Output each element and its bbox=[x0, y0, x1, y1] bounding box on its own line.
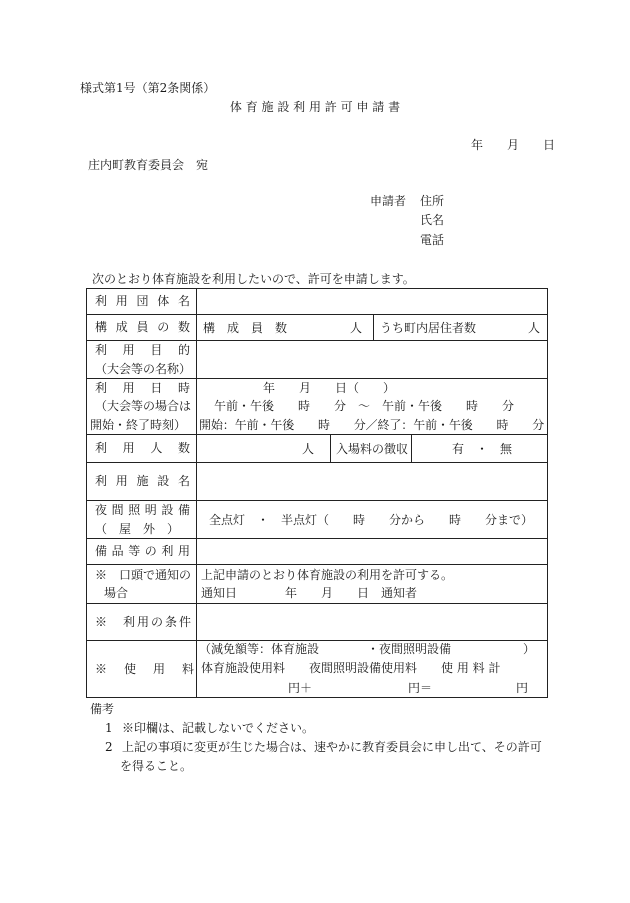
members-resident-label: うち町内居住者数 bbox=[380, 320, 477, 335]
facility-label-text: 利 用 施 設 名 bbox=[95, 474, 190, 489]
form-number: 様式第1号（第2条関係） bbox=[80, 81, 216, 95]
lighting-field bbox=[197, 501, 547, 538]
group-name-field bbox=[197, 289, 547, 314]
row-lighting bbox=[87, 500, 547, 538]
row-attendance bbox=[87, 434, 547, 462]
permission-statement: 上記申請のとおり体育施設の利用を許可する。 bbox=[201, 568, 454, 582]
lighting-label-line-1: 夜 間 照 明 設 備 bbox=[95, 503, 190, 517]
row-purpose bbox=[87, 340, 547, 378]
facility-label bbox=[87, 463, 197, 500]
purpose-label-line-1: 利 用 目 的 bbox=[95, 343, 190, 357]
attendance-unit: 人 bbox=[302, 441, 315, 456]
admission-fee-options: 有 ・ 無 bbox=[452, 441, 513, 456]
datetime-time-line: 午前・午後 時 分 ～ 午前・午後 時 分 bbox=[214, 399, 515, 414]
addressee: 庄内町教育委員会 宛 bbox=[88, 158, 209, 172]
verbal-notice-label-line-1: ※ 口頭で通知の bbox=[95, 567, 192, 582]
admission-fee-label: 入場料の徴収 bbox=[336, 441, 409, 456]
lighting-options: 全点灯 ・ 半点灯（ 時 分から 時 分まで） bbox=[209, 512, 534, 527]
notes-heading: 備考 bbox=[90, 702, 115, 716]
verbal-notice-label bbox=[87, 565, 197, 603]
group-name-label-text: 利 用 団 体 名 bbox=[95, 294, 190, 309]
row-verbal-notice bbox=[87, 564, 547, 603]
address-label: 住所 bbox=[420, 194, 445, 208]
fee-calculation-line: 円＋ 円＝ 円 bbox=[288, 680, 529, 695]
equipment-label bbox=[87, 539, 197, 564]
purpose-label bbox=[87, 341, 197, 378]
fee-label-text: ※ 使 用 料 bbox=[95, 661, 197, 676]
row-conditions bbox=[87, 603, 547, 640]
members-total-label: 構 成 員 数 bbox=[203, 320, 288, 335]
members-total-unit: 人 bbox=[350, 320, 363, 335]
fee-lines bbox=[197, 641, 547, 697]
note-2-text: 上記の事項に変更が生じた場合は、速やかに教育委員会に申し出て、その許可 bbox=[122, 740, 542, 754]
lighting-label bbox=[87, 501, 197, 538]
application-table bbox=[86, 288, 548, 698]
datetime-date-line: 年 月 日（ ） bbox=[263, 380, 396, 395]
applicant-label: 申請者 bbox=[370, 194, 407, 208]
row-equipment bbox=[87, 538, 547, 564]
row-datetime bbox=[87, 378, 547, 434]
verbal-notice-lines bbox=[197, 565, 547, 603]
verbal-notice-label-line-2: 場合 bbox=[104, 586, 129, 600]
name-label: 氏名 bbox=[420, 213, 445, 227]
datetime-start-end-line: 開始：午前・午後 時 分／終了：午前・午後 時 分 bbox=[199, 417, 545, 432]
datetime-label-line-1: 利 用 日 時 bbox=[95, 380, 190, 395]
datetime-label bbox=[87, 379, 197, 434]
conditions-label bbox=[87, 604, 197, 640]
intro-text: 次のとおり体育施設を利用したいので、許可を申請します。 bbox=[92, 272, 415, 286]
attendance-field bbox=[197, 435, 547, 462]
purpose-field bbox=[197, 341, 547, 378]
attendance-label bbox=[87, 435, 197, 462]
attendance-divider-2 bbox=[411, 435, 412, 462]
notice-date-line: 通知日 年 月 日 通知者 bbox=[201, 586, 418, 600]
members-label-text: 構 成 員 の 数 bbox=[95, 320, 190, 335]
attendance-divider-1 bbox=[330, 435, 331, 462]
equipment-label-text: 備 品 等 の 利 用 bbox=[95, 544, 190, 559]
fee-field bbox=[197, 641, 547, 697]
date-line: 年 月 日 bbox=[471, 138, 556, 152]
group-name-label bbox=[87, 289, 197, 314]
conditions-field bbox=[197, 604, 547, 640]
purpose-label-line-2: （大会等の名称） bbox=[95, 361, 192, 376]
conditions-label-text: ※ 利用の条件 bbox=[95, 614, 194, 629]
form-title: 体 育 施 設 利 用 許 可 申 請 書 bbox=[229, 100, 401, 114]
phone-label: 電話 bbox=[420, 233, 445, 247]
datetime-label-line-3: 開始・終了時刻） bbox=[90, 417, 187, 432]
lighting-label-line-2: （ 屋 外 ） bbox=[95, 521, 180, 536]
row-members bbox=[87, 314, 547, 340]
equipment-field bbox=[197, 539, 547, 564]
row-fee bbox=[87, 640, 547, 697]
members-divider bbox=[373, 315, 374, 340]
members-field bbox=[197, 315, 547, 340]
row-facility bbox=[87, 462, 547, 500]
note-1-text: ※印欄は、記載しないでください。 bbox=[122, 721, 315, 735]
note-2-continuation: を得ること。 bbox=[120, 759, 193, 773]
members-label bbox=[87, 315, 197, 340]
fee-breakdown-headers: 体育施設使用料 夜間照明設備使用料 使 用 料 計 bbox=[201, 661, 501, 676]
datetime-field bbox=[197, 379, 547, 434]
datetime-lines bbox=[197, 379, 547, 434]
note-1-number: 1 bbox=[105, 721, 113, 735]
attendance-label-text: 利 用 人 数 bbox=[95, 441, 190, 456]
verbal-notice-field bbox=[197, 565, 547, 603]
fee-reduction-line: （減免額等：体育施設 ・夜間照明設備 ） bbox=[199, 641, 536, 656]
datetime-label-line-2: （大会等の場合は bbox=[95, 399, 192, 414]
fee-label bbox=[87, 641, 197, 697]
row-group-name bbox=[87, 289, 547, 314]
members-resident-unit: 人 bbox=[528, 320, 541, 335]
note-2-number: 2 bbox=[105, 740, 113, 754]
facility-field bbox=[197, 463, 547, 500]
